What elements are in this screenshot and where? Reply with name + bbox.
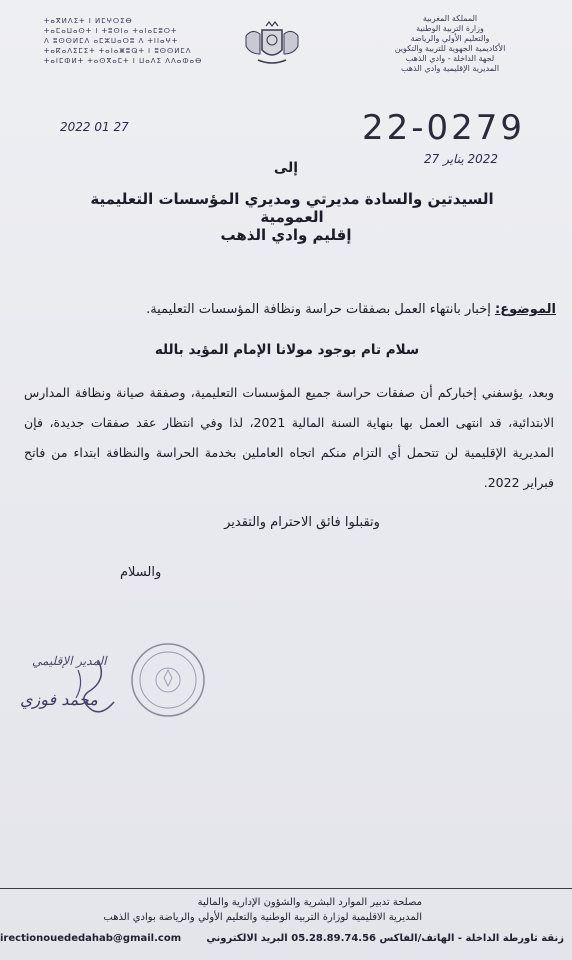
- header-amazigh-line: ⴷ ⵓⵙⵙⵍⵎⴷ ⴰⵎⵣⵡⴰⵔⵓ ⴷ ⵜⵏⵏⴰⵖⵜ: [44, 37, 179, 45]
- footer-service-line: مصلحة تدبير الموارد البشرية والشؤون الإدارية والمالية: [197, 897, 422, 908]
- header-arabic-line: والتعليم الأولي والرياضة: [410, 34, 490, 43]
- addressee-line-2: إقليم وادي الذهب: [220, 226, 352, 244]
- header-amazigh-line: ⵜⴰⴽⴰⴷⵉⵎⵉⵜ ⵜⴰⵏⴰⵥⵓⵕⵜ ⵏ ⵓⵙⵙⵍⵎⴷ: [44, 47, 192, 55]
- header-arabic-line: الأكاديمية الجهوية للتربية والتكوين: [394, 44, 506, 53]
- signatory-title: المدير الإقليمي: [32, 654, 107, 668]
- subject-label: الموضوع:: [495, 302, 556, 317]
- recipient-prefix: إلى: [273, 160, 299, 176]
- letter-body: وبعد، يؤسفني إخباركم أن صفقات حراسة جميع المؤسسات التعليمية، وصفقة صيانة ونظافة المدارس الابتدائية، قد انتهى العمل بها بنهاية السنة المالية 2021، لذا وفي انتظار عقد صفقات جديدة، فإن المديرية الإقليمية لن تتحمل أي التزام منكم اتجاه العاملين بخدمة الحراسة والنظافة ابتداء من فاتح فبراير 2022.: [24, 385, 554, 490]
- header-amazigh-block: [44, 16, 224, 66]
- coat-of-arms-icon: [232, 20, 312, 68]
- header-amazigh-line: ⵜⴰⵎⴰⵡⴰⵙⵜ ⵏ ⵜⵓⵙⵏⴰ ⵜⴰⵏⴰⵎⵓⵔⵜ: [44, 27, 178, 35]
- footer-divider: [0, 888, 572, 889]
- closing-salam: والسلام: [120, 565, 162, 580]
- subject-line: [26, 302, 556, 317]
- footer-contact-line: زنقة تاورطة الداخلة - الهاتف/الفاكس 05.28.89.74.56 البريد الالكتروني: [206, 933, 564, 944]
- header-amazigh-line: ⵜⴰⴳⵍⴷⵉⵜ ⵏ ⵍⵎⵖⵔⵉⴱ: [44, 17, 133, 25]
- closing-formula: وتقبلوا فائق الاحترام والتقدير: [224, 515, 380, 530]
- stamp-date-left: 2022 01 27: [60, 120, 129, 134]
- greeting: سلام تام بوجود مولانا الإمام المؤيد بالله: [154, 342, 420, 358]
- header-amazigh-line: ⵜⴰⵏⵎⵀⵍⵜ ⵜⴰⵙⴳⴰⵎⵜ ⵏ ⵡⴰⴷⵉ ⴷⴷⴰⵀⴰⴱ: [44, 57, 203, 65]
- footer-email[interactable]: irectionouededahab@gmail.com: [0, 933, 182, 944]
- stamp-date-right: 2022 يناير 27: [424, 152, 499, 166]
- signatory-name: محمد فوزي: [20, 690, 98, 709]
- header-arabic-block: [350, 14, 550, 74]
- addressee-line-1: السيدتين والسادة مديرتي ومديري المؤسسات التعليمية العمومية: [90, 190, 494, 226]
- subject-text: إخبار بانتهاء العمل بصفقات حراسة ونظافة المؤسسات التعليمية.: [146, 302, 495, 317]
- footer-directorate-line: المديرية الاقليمية لوزارة التربية الوطنية والتعليم الأولي والرياضة بوادي الذهب: [103, 912, 422, 923]
- official-seal-icon: [128, 640, 208, 720]
- header-arabic-line: وزارة التربية الوطنية: [416, 24, 484, 33]
- reference-number: 22-0279: [362, 108, 526, 148]
- header-arabic-line: المملكة المغربية: [422, 14, 478, 23]
- header-arabic-line: لجهة الداخلة - وادي الذهب: [405, 54, 495, 63]
- header-arabic-line: المديرية الإقليمية وادي الذهب: [400, 64, 500, 73]
